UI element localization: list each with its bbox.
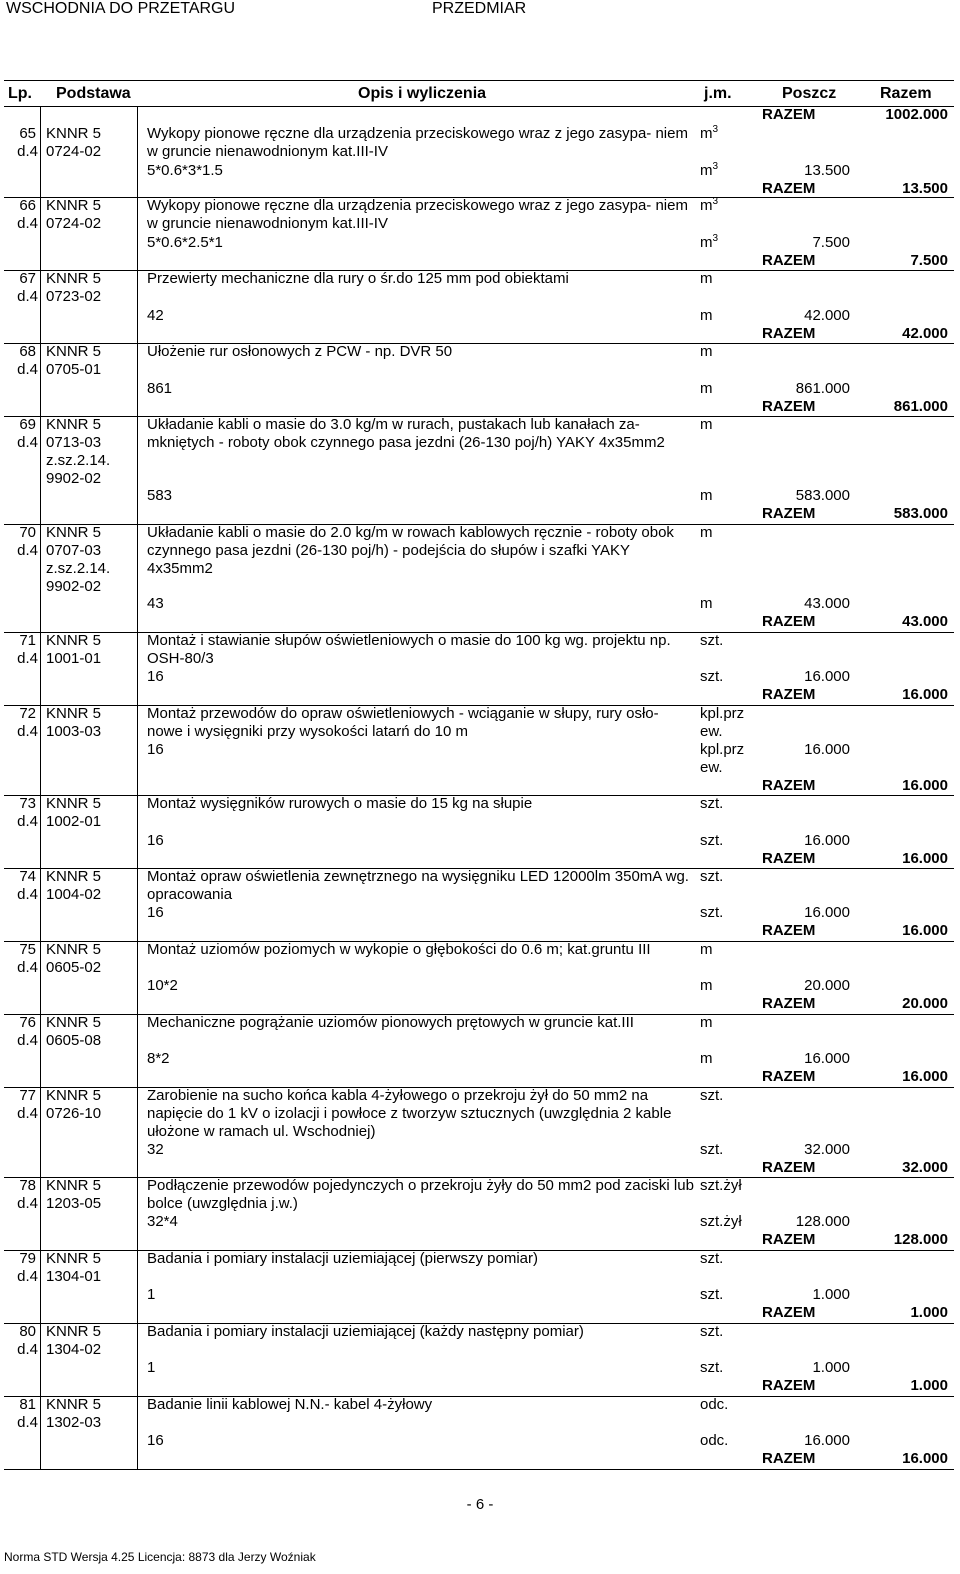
basis-position: 0605-02 <box>46 959 102 976</box>
calculation: 10*2 <box>147 977 178 994</box>
calc-unit-text: szt. <box>700 668 724 685</box>
item-number: 67 <box>19 270 36 287</box>
razem-value: 16.000 <box>902 686 948 703</box>
partial-value: 128.000 <box>795 1213 850 1230</box>
basis-catalog: KNNR 5 <box>46 197 102 214</box>
item-description: Układanie kabli o masie do 2.0 kg/m w rowach kablowych ręcznie - roboty obok czynnego pasa jezdni (26-130 poj/h) - podejścia do słupów i szafki YAKY 4x35mm2 <box>147 524 674 577</box>
basis-position: 0724-02 <box>46 143 102 160</box>
row-separator <box>4 524 954 525</box>
razem-value: 13.500 <box>902 180 948 197</box>
basis-chapter: d.4 <box>17 143 38 160</box>
calc-unit <box>700 380 756 398</box>
calc-unit-text: m <box>700 1050 713 1067</box>
razem-label: RAZEM <box>762 1377 816 1394</box>
item-description: Montaż przewodów do opraw oświetleniowych - wciąganie w słupy, rury osło- nowe i wysięgniki przy wysokości latarń do 10 m <box>147 705 659 740</box>
row-separator <box>4 270 954 271</box>
document-header-left: WSCHODNIA DO PRZETARGU <box>6 0 236 17</box>
basis-position: 0713-03 <box>46 434 102 451</box>
item-number: 77 <box>19 1087 36 1104</box>
basis-position: 1002-01 <box>46 813 102 830</box>
basis-modifier-position: 9902-02 <box>46 578 102 595</box>
partial-value: 16.000 <box>804 741 850 758</box>
calc-unit-text: szt. <box>700 1141 724 1158</box>
unit-label <box>700 795 756 813</box>
col-jm: j.m. <box>704 85 732 102</box>
calc-unit-exponent: 3 <box>712 233 719 244</box>
calc-unit <box>700 832 756 850</box>
razem-label: RAZEM <box>762 922 816 939</box>
basis-catalog: KNNR 5 <box>46 343 102 360</box>
calculation: 32 <box>147 1141 164 1158</box>
basis-chapter: d.4 <box>17 813 38 830</box>
unit-label <box>700 868 756 886</box>
razem-value: 861.000 <box>893 398 948 415</box>
basis-catalog: KNNR 5 <box>46 1250 102 1267</box>
item-description: Montaż wysięgników rurowych o masie do 15 kg na słupie <box>147 795 533 812</box>
basis-chapter: d.4 <box>17 650 38 667</box>
unit-text: m <box>700 524 713 541</box>
item-number: 66 <box>19 197 36 214</box>
unit-label <box>700 1250 756 1268</box>
col-opis: Opis i wyliczenia <box>358 85 487 102</box>
basis-position: 0605-08 <box>46 1032 102 1049</box>
calculation: 32*4 <box>147 1213 178 1230</box>
calc-unit-exponent: 3 <box>712 161 719 172</box>
row-separator <box>4 795 954 796</box>
unit-text: m <box>700 941 713 958</box>
razem-label: RAZEM <box>762 325 816 342</box>
razem-value: 1.000 <box>910 1304 948 1321</box>
item-description: Badania i pomiary instalacji uziemiającej (każdy następny pomiar) <box>147 1323 584 1340</box>
basis-catalog: KNNR 5 <box>46 125 102 142</box>
calc-unit <box>700 1286 756 1304</box>
razem-label: RAZEM <box>762 1450 816 1467</box>
item-number: 80 <box>19 1323 36 1340</box>
razem-value: 43.000 <box>902 613 948 630</box>
row-separator <box>4 1087 954 1088</box>
calc-unit <box>700 1432 756 1450</box>
basis-chapter: d.4 <box>17 542 38 559</box>
basis-position: 1003-03 <box>46 723 102 740</box>
unit-label <box>700 524 756 542</box>
basis-catalog: KNNR 5 <box>46 941 102 958</box>
top-razem-label: RAZEM <box>762 106 816 123</box>
unit-label <box>700 1396 756 1414</box>
col-razem: Razem <box>880 85 932 102</box>
unit-label <box>700 1087 756 1105</box>
item-description: Montaż i stawianie słupów oświetleniowych o masie do 100 kg wg. projektu np. OSH-80/3 <box>147 632 671 667</box>
item-number: 73 <box>19 795 36 812</box>
basis-catalog: KNNR 5 <box>46 416 102 433</box>
calculation: 5*0.6*3*1.5 <box>147 162 223 179</box>
calc-unit-text: m <box>700 487 713 504</box>
razem-label: RAZEM <box>762 850 816 867</box>
calc-unit <box>700 595 756 613</box>
calculation: 8*2 <box>147 1050 170 1067</box>
basis-chapter: d.4 <box>17 215 38 232</box>
row-separator <box>4 632 954 633</box>
basis-catalog: KNNR 5 <box>46 705 102 722</box>
basis-position: 1304-01 <box>46 1268 102 1285</box>
item-number: 81 <box>19 1396 36 1413</box>
calc-unit <box>700 234 756 252</box>
item-description: Wykopy pionowe ręczne dla urządzenia przeciskowego wraz z jego zasypa- niem w gruncie nienawodnionym kat.III-IV <box>147 125 688 160</box>
item-description: Montaż opraw oświetlenia zewnętrznego na wysięgniku LED 12000lm 350mA wg. opracowania <box>147 868 689 903</box>
basis-catalog: KNNR 5 <box>46 1396 102 1413</box>
basis-position: 0726-10 <box>46 1105 102 1122</box>
col-podstawa: Podstawa <box>56 85 131 102</box>
calculation: 583 <box>147 487 173 504</box>
unit-text: szt. <box>700 1323 724 1340</box>
razem-label: RAZEM <box>762 1304 816 1321</box>
calc-unit-text: m <box>700 595 713 612</box>
razem-value: 16.000 <box>902 922 948 939</box>
partial-value: 20.000 <box>804 977 850 994</box>
unit-label <box>700 343 756 361</box>
razem-value: 16.000 <box>902 850 948 867</box>
basis-chapter: d.4 <box>17 288 38 305</box>
unit-text: m <box>700 1014 713 1031</box>
basis-chapter: d.4 <box>17 1032 38 1049</box>
basis-chapter: d.4 <box>17 1341 38 1358</box>
partial-value: 16.000 <box>804 904 850 921</box>
unit-text: szt.żył <box>700 1177 742 1194</box>
unit-label <box>700 1323 756 1341</box>
row-separator <box>4 343 954 344</box>
unit-text: m <box>700 125 713 142</box>
unit-label <box>700 125 756 143</box>
unit-label <box>700 1014 756 1032</box>
basis-position: 1001-01 <box>46 650 102 667</box>
partial-value: 7.500 <box>812 234 850 251</box>
basis-modifier: z.sz.2.14. <box>46 452 111 469</box>
partial-value: 1.000 <box>812 1286 850 1303</box>
basis-position: 1203-05 <box>46 1195 102 1212</box>
razem-label: RAZEM <box>762 1068 816 1085</box>
unit-text: m <box>700 416 713 433</box>
calc-unit-text: szt. <box>700 1359 724 1376</box>
calc-unit <box>700 741 756 777</box>
calc-unit <box>700 1141 756 1159</box>
calc-unit <box>700 307 756 325</box>
basis-chapter: d.4 <box>17 1268 38 1285</box>
partial-value: 583.000 <box>795 487 850 504</box>
basis-chapter: d.4 <box>17 1414 38 1431</box>
calc-unit-text: m <box>700 234 713 251</box>
item-number: 76 <box>19 1014 36 1031</box>
calc-unit <box>700 1213 756 1231</box>
item-number: 65 <box>19 125 36 142</box>
page-number: - 6 - <box>466 1496 494 1513</box>
calculation: 1 <box>147 1286 156 1303</box>
basis-chapter: d.4 <box>17 959 38 976</box>
partial-value: 16.000 <box>804 1050 850 1067</box>
razem-value: 1.000 <box>910 1377 948 1394</box>
basis-modifier: z.sz.2.14. <box>46 560 111 577</box>
partial-value: 43.000 <box>804 595 850 612</box>
razem-label: RAZEM <box>762 1231 816 1248</box>
unit-label <box>700 705 756 741</box>
calculation: 861 <box>147 380 173 397</box>
razem-value: 16.000 <box>902 777 948 794</box>
item-description: Podłączenie przewodów pojedynczych o przekroju żyły do 50 mm2 pod zaciski lub bolce (uwzględnia j.w.) <box>147 1177 694 1212</box>
unit-label <box>700 1177 756 1195</box>
basis-position: 1304-02 <box>46 1341 102 1358</box>
calc-unit-text: kpl.prz ew. <box>700 741 745 776</box>
basis-position: 1004-02 <box>46 886 102 903</box>
partial-value: 1.000 <box>812 1359 850 1376</box>
calc-unit <box>700 487 756 505</box>
unit-text: kpl.prz ew. <box>700 705 745 740</box>
basis-catalog: KNNR 5 <box>46 1177 102 1194</box>
row-separator <box>4 1396 954 1397</box>
basis-chapter: d.4 <box>17 886 38 903</box>
item-number: 79 <box>19 1250 36 1267</box>
basis-catalog: KNNR 5 <box>46 1087 102 1104</box>
item-description: Ułożenie rur osłonowych z PCW - np. DVR 50 <box>147 343 453 360</box>
calculation: 43 <box>147 595 164 612</box>
calculation: 16 <box>147 1432 164 1449</box>
calc-unit-text: m <box>700 977 713 994</box>
basis-catalog: KNNR 5 <box>46 524 102 541</box>
document-header-title: PRZEDMIAR <box>432 0 527 17</box>
calculation: 16 <box>147 832 164 849</box>
item-description: Wykopy pionowe ręczne dla urządzenia przeciskowego wraz z jego zasypa- niem w gruncie nienawodnionym kat.III-IV <box>147 197 688 232</box>
basis-catalog: KNNR 5 <box>46 1014 102 1031</box>
item-number: 75 <box>19 941 36 958</box>
calc-unit-text: odc. <box>700 1432 729 1449</box>
row-separator <box>4 1250 954 1251</box>
item-number: 69 <box>19 416 36 433</box>
razem-label: RAZEM <box>762 180 816 197</box>
razem-value: 32.000 <box>902 1159 948 1176</box>
row-separator <box>4 416 954 417</box>
calc-unit <box>700 977 756 995</box>
unit-label <box>700 416 756 434</box>
basis-catalog: KNNR 5 <box>46 868 102 885</box>
license-note: Norma STD Wersja 4.25 Licencja: 8873 dla Jerzy Woźniak <box>4 1550 316 1564</box>
item-description: Montaż uziomów poziomych w wykopie o głębokości do 0.6 m; kat.gruntu III <box>147 941 651 958</box>
calculation: 42 <box>147 307 164 324</box>
row-separator <box>4 1323 954 1324</box>
unit-text: szt. <box>700 868 724 885</box>
calc-unit-text: m <box>700 162 713 179</box>
razem-value: 16.000 <box>902 1068 948 1085</box>
basis-chapter: d.4 <box>17 361 38 378</box>
basis-position: 0724-02 <box>46 215 102 232</box>
razem-value: 128.000 <box>893 1231 948 1248</box>
basis-catalog: KNNR 5 <box>46 1323 102 1340</box>
unit-text: odc. <box>700 1396 729 1413</box>
basis-position: 0705-01 <box>46 361 102 378</box>
row-separator <box>4 1469 954 1470</box>
unit-exponent: 3 <box>712 124 719 135</box>
item-number: 78 <box>19 1177 36 1194</box>
row-separator <box>4 1177 954 1178</box>
basis-catalog: KNNR 5 <box>46 632 102 649</box>
basis-catalog: KNNR 5 <box>46 795 102 812</box>
row-separator <box>4 941 954 942</box>
item-number: 70 <box>19 524 36 541</box>
item-description: Układanie kabli o masie do 3.0 kg/m w rurach, pustakach lub kanałach za- mkniętych - roboty obok czynnego pasa jezdni (26-130 poj/h) YAKY 4x35mm2 <box>147 416 665 451</box>
razem-label: RAZEM <box>762 777 816 794</box>
unit-label <box>700 632 756 650</box>
razem-label: RAZEM <box>762 1159 816 1176</box>
item-description: Zarobienie na sucho końca kabla 4-żyłowego o przekroju żył do 50 mm2 na napięcie do 1 kV o izolacji i powłoce z tworzyw sztucznych (uwzględnia 2 kable ułożone w ramach ul. Wschodniej) <box>147 1087 672 1140</box>
unit-text: szt. <box>700 632 724 649</box>
calc-unit-text: szt.żył <box>700 1213 742 1230</box>
basis-position: 1302-03 <box>46 1414 102 1431</box>
unit-label <box>700 941 756 959</box>
item-description: Badanie linii kablowej N.N.- kabel 4-żyłowy <box>147 1396 433 1413</box>
top-razem-value: 1002.000 <box>885 106 948 123</box>
razem-value: 20.000 <box>902 995 948 1012</box>
calc-unit-text: m <box>700 307 713 324</box>
item-description: Mechaniczne pogrążanie uziomów pionowych prętowych w gruncie kat.III <box>147 1014 634 1031</box>
basis-position: 0723-02 <box>46 288 102 305</box>
basis-chapter: d.4 <box>17 1195 38 1212</box>
calculation: 16 <box>147 668 164 685</box>
partial-value: 32.000 <box>804 1141 850 1158</box>
partial-value: 42.000 <box>804 307 850 324</box>
calculation: 5*0.6*2.5*1 <box>147 234 223 251</box>
column-header-row <box>4 80 954 107</box>
unit-text: m <box>700 270 713 287</box>
calc-unit <box>700 904 756 922</box>
razem-label: RAZEM <box>762 252 816 269</box>
razem-label: RAZEM <box>762 686 816 703</box>
razem-value: 7.500 <box>910 252 948 269</box>
unit-text: m <box>700 197 713 214</box>
razem-value: 42.000 <box>902 325 948 342</box>
calculation: 16 <box>147 904 164 921</box>
row-separator <box>4 197 954 198</box>
col-poszcz: Poszcz <box>782 85 837 102</box>
razem-label: RAZEM <box>762 613 816 630</box>
basis-catalog: KNNR 5 <box>46 270 102 287</box>
razem-label: RAZEM <box>762 505 816 522</box>
calc-unit <box>700 1050 756 1068</box>
calc-unit-text: szt. <box>700 904 724 921</box>
basis-modifier-position: 9902-02 <box>46 470 102 487</box>
calc-unit-text: szt. <box>700 1286 724 1303</box>
calculation: 16 <box>147 741 164 758</box>
partial-value: 16.000 <box>804 1432 850 1449</box>
item-number: 68 <box>19 343 36 360</box>
calculation: 1 <box>147 1359 156 1376</box>
basis-chapter: d.4 <box>17 434 38 451</box>
unit-exponent: 3 <box>712 196 719 207</box>
item-description: Badania i pomiary instalacji uziemiającej (pierwszy pomiar) <box>147 1250 538 1267</box>
partial-value: 13.500 <box>804 162 850 179</box>
row-separator <box>4 868 954 869</box>
partial-value: 861.000 <box>795 380 850 397</box>
calc-unit <box>700 668 756 686</box>
unit-text: szt. <box>700 795 724 812</box>
row-separator <box>4 705 954 706</box>
basis-chapter: d.4 <box>17 1105 38 1122</box>
col-lp: Lp. <box>8 85 32 102</box>
calc-unit-text: m <box>700 380 713 397</box>
unit-label <box>700 270 756 288</box>
unit-text: m <box>700 343 713 360</box>
razem-value: 583.000 <box>893 505 948 522</box>
unit-label <box>700 197 756 215</box>
partial-value: 16.000 <box>804 832 850 849</box>
item-description: Przewierty mechaniczne dla rury o śr.do 125 mm pod obiektami <box>147 270 569 287</box>
calc-unit <box>700 162 756 180</box>
unit-text: szt. <box>700 1250 724 1267</box>
column-divider <box>137 106 138 1470</box>
unit-text: szt. <box>700 1087 724 1104</box>
basis-position: 0707-03 <box>46 542 102 559</box>
calc-unit-text: szt. <box>700 832 724 849</box>
row-separator <box>4 1014 954 1015</box>
item-number: 72 <box>19 705 36 722</box>
column-divider <box>40 106 41 1470</box>
razem-label: RAZEM <box>762 398 816 415</box>
partial-value: 16.000 <box>804 668 850 685</box>
calc-unit <box>700 1359 756 1377</box>
razem-label: RAZEM <box>762 995 816 1012</box>
razem-value: 16.000 <box>902 1450 948 1467</box>
basis-chapter: d.4 <box>17 723 38 740</box>
item-number: 71 <box>19 632 36 649</box>
item-number: 74 <box>19 868 36 885</box>
